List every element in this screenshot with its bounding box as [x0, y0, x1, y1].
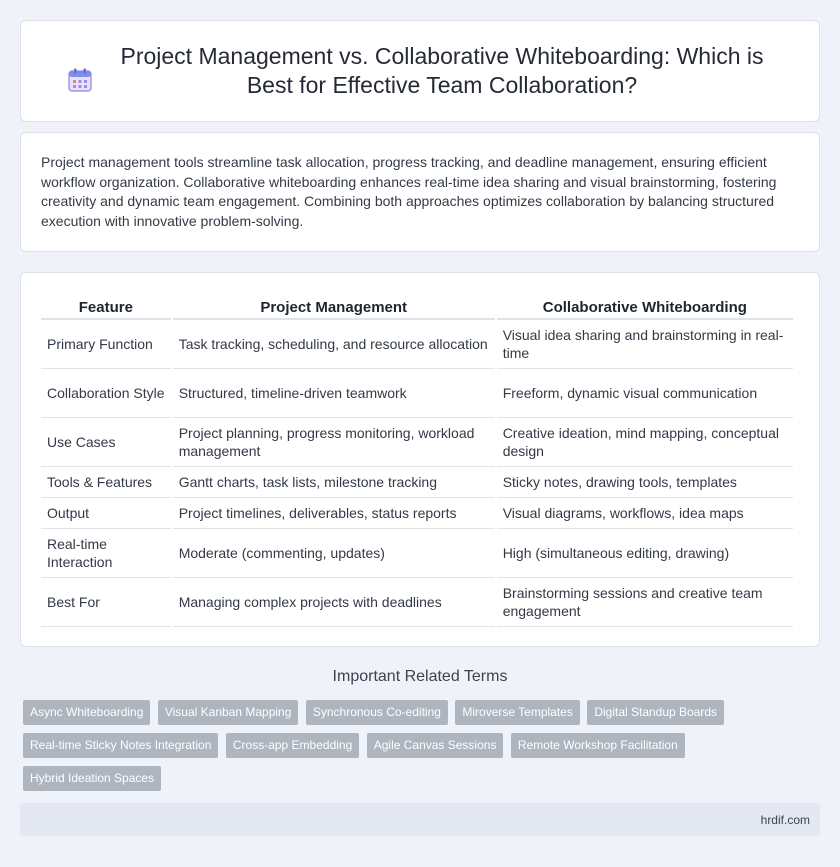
project-management-cell: Moderate (commenting, updates)	[173, 529, 495, 578]
feature-cell: Best For	[41, 578, 171, 627]
related-term-tag[interactable]: Visual Kanban Mapping	[158, 700, 299, 725]
project-management-cell: Project planning, progress monitoring, workload management	[173, 418, 495, 467]
feature-cell: Use Cases	[41, 418, 171, 467]
comparison-card	[20, 272, 820, 647]
header-feature: Feature	[41, 295, 171, 320]
related-term-tag[interactable]: Cross-app Embedding	[226, 733, 359, 758]
related-term-tag[interactable]: Real-time Sticky Notes Integration	[23, 733, 218, 758]
related-term-tag[interactable]: Agile Canvas Sessions	[367, 733, 504, 758]
related-term-tag[interactable]: Miroverse Templates	[455, 700, 579, 725]
whiteboarding-cell: Brainstorming sessions and creative team engagement	[497, 578, 793, 627]
related-term-tag[interactable]: Digital Standup Boards	[587, 700, 724, 725]
related-terms-list	[23, 700, 803, 799]
table-row	[41, 369, 793, 418]
whiteboarding-cell: Sticky notes, drawing tools, templates	[497, 467, 793, 498]
related-term-tag[interactable]: Hybrid Ideation Spaces	[23, 766, 161, 791]
table-row	[41, 320, 793, 369]
feature-cell: Tools & Features	[41, 467, 171, 498]
whiteboarding-cell: Visual idea sharing and brainstorming in real-time	[497, 320, 793, 369]
comparison-table	[39, 295, 795, 627]
header-collaborative-whiteboarding: Collaborative Whiteboarding	[497, 295, 793, 320]
table-row	[41, 467, 793, 498]
footer	[20, 803, 820, 836]
related-terms-title: Important Related Terms	[332, 668, 508, 685]
whiteboarding-cell: Visual diagrams, workflows, idea maps	[497, 498, 793, 529]
related-term-tag[interactable]: Synchronous Co-editing	[306, 700, 448, 725]
feature-cell: Primary Function	[41, 320, 171, 369]
footer-site-link[interactable]: hrdif.com	[760, 813, 810, 827]
table-row	[41, 578, 793, 627]
intro-card	[20, 132, 820, 252]
whiteboarding-cell: Freeform, dynamic visual communication	[497, 369, 793, 418]
table-row	[41, 529, 793, 578]
page-title: Project Management vs. Collaborative Whiteboarding: Which is Best for Effective Team Collaboration?	[120, 43, 764, 98]
project-management-cell: Task tracking, scheduling, and resource allocation	[173, 320, 495, 369]
related-term-tag[interactable]: Async Whiteboarding	[23, 700, 150, 725]
project-management-cell: Structured, timeline-driven teamwork	[173, 369, 495, 418]
calendar-icon	[67, 67, 93, 93]
whiteboarding-cell: High (simultaneous editing, drawing)	[497, 529, 793, 578]
feature-cell: Output	[41, 498, 171, 529]
table-header-row	[41, 295, 793, 320]
title-wrap	[60, 42, 780, 100]
header-project-management: Project Management	[173, 295, 495, 320]
feature-cell: Real-time Interaction	[41, 529, 171, 578]
table-row	[41, 418, 793, 467]
project-management-cell: Project timelines, deliverables, status reports	[173, 498, 495, 529]
project-management-cell: Gantt charts, task lists, milestone tracking	[173, 467, 495, 498]
related-term-tag[interactable]: Remote Workshop Facilitation	[511, 733, 685, 758]
whiteboarding-cell: Creative ideation, mind mapping, conceptual design	[497, 418, 793, 467]
project-management-cell: Managing complex projects with deadlines	[173, 578, 495, 627]
feature-cell: Collaboration Style	[41, 369, 171, 418]
table-row	[41, 498, 793, 529]
title-card	[20, 20, 820, 122]
intro-paragraph: Project management tools streamline task allocation, progress tracking, and deadline management, ensuring efficient workflow organization. Collaborative whiteboarding enhances real-time idea sharing and visual brainstorming, fostering creativity and dynamic team engagement. Combining both approaches optimizes collaboration by balancing structured execution with innovative problem-solving.	[41, 154, 777, 229]
